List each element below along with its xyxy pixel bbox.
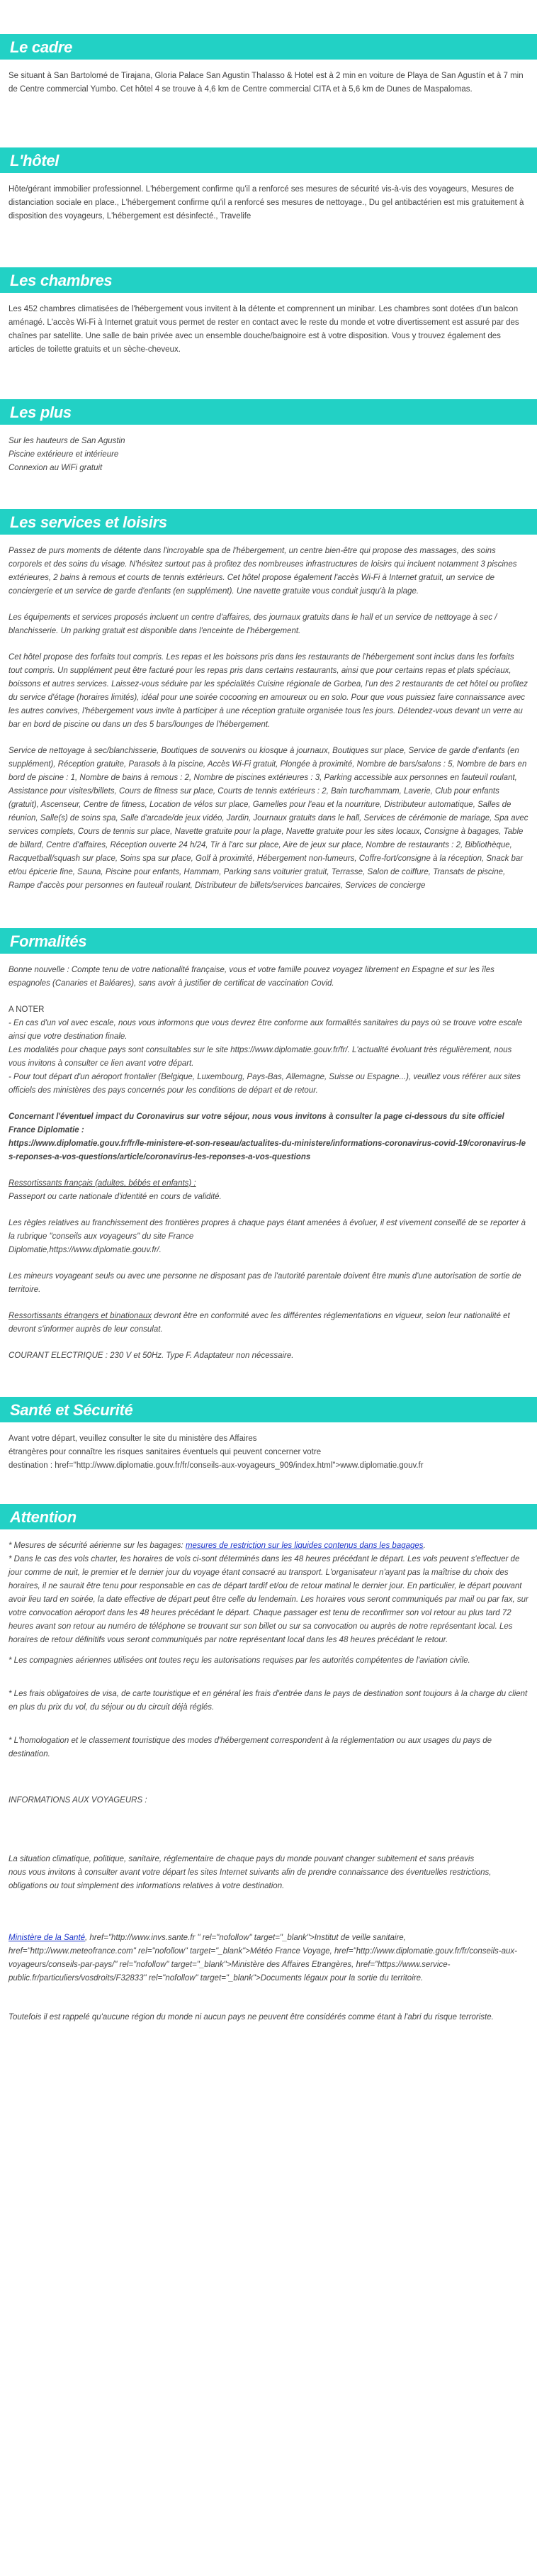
mesures-suffix: .	[423, 1541, 426, 1550]
note-line: Les modalités pour chaque pays sont consultables sur le site https://www.diplomatie.gouv.fr/fr/. L'actualité évoluant très régulièrement, nous vous invitons à consulter ce lien avant votre départ.	[9, 1046, 512, 1068]
note-label: A NOTER	[9, 1005, 45, 1014]
ministere-sante-link[interactable]: Ministère de la Santé	[9, 1934, 86, 1942]
mineurs-text: Les mineurs voyageant seuls ou avec une personne ne disposant pas de l'autorité parentale doivent être munis d'une autorisation de sortie de territoire.	[9, 1272, 521, 1294]
section-cadre	[0, 0, 537, 96]
section-title: Formalités	[10, 932, 87, 950]
section-banner	[0, 147, 537, 173]
terrorisme-notice: Toutefois il est rappelé qu'aucune région du monde ni aucun pays ne peuvent être considérés comme étant à l'abri du risque terroriste.	[9, 2013, 494, 2022]
section-title: Santé et Sécurité	[10, 1400, 133, 1419]
section-banner	[0, 928, 537, 954]
section-banner	[0, 267, 537, 293]
section-banner	[0, 1397, 537, 1422]
note-line: - Pour tout départ d'un aéroport frontalier (Belgique, Luxembourg, Pays-Bas, Allemagne, Suisse ou Espagne...), veuillez vous référer aux sites officiels des ministères des pays concernés pour les conditions de départ et de retour.	[9, 1073, 521, 1095]
info-voyageurs-title: INFORMATIONS AUX VOYAGEURS :	[9, 1796, 147, 1805]
section-hotel	[0, 147, 537, 223]
situation-line: nous vous invitons à consulter avant votre départ les sites Internet suivants afin de prendre connaissance des éventuelles restrictions, obligations ou tout simplement des informations relatives à votre destination.	[9, 1868, 492, 1890]
attention-paragraph: * Les frais obligatoires de visa, de carte touristique et en général les frais d'entrée dans le pays de destination sont toujours à la charge du client en plus du prix du vol, du séjour ou du circuit déjà réglés.	[9, 1690, 528, 1712]
plus-item: Sur les hauteurs de San Agustin	[9, 437, 125, 445]
regles-line: Les règles relatives au franchissement des frontières propres à chaque pays étant amenées à évoluer, il est vivement conseillé de se reporter à la rubrique "conseils aux voyageurs" du site France	[9, 1219, 526, 1241]
section-title: Le cadre	[10, 38, 73, 56]
ressortissants-etrangers-text: devront être en conformité avec les différentes réglementations en vigueur, selon leur nationalité et devront s'informer auprès de leur consulat.	[9, 1312, 510, 1334]
section-services	[0, 509, 537, 893]
sante-line: destination : href="http://www.diplomatie.gouv.fr/fr/conseils-aux-voyageurs_909/index.html">www.diplomatie.gouv.fr	[9, 1461, 424, 1470]
ressortissants-francais-label: Ressortissants français (adultes, bébés et enfants) :	[9, 1179, 196, 1188]
ressortissants-etrangers-label: Ressortissants étrangers et binationaux	[9, 1312, 152, 1320]
section-plus	[0, 399, 537, 475]
sante-line: étrangères pour connaître les risques sanitaires éventuels qui peuvent concerner votre	[9, 1448, 322, 1456]
section-formalites	[0, 928, 537, 1363]
section-attention	[0, 1504, 537, 2024]
section-sante	[0, 1397, 537, 1473]
covid-url[interactable]: https://www.diplomatie.gouv.fr/fr/le-ministere-et-son-reseau/actualites-du-ministere/informations-coronavirus-covid-19/coronavirus-les-reponses-a-vos-questions/article/coronavirus-les-reponses-a-vos-questions	[9, 1139, 526, 1161]
attention-paragraph: * Les compagnies aériennes utilisées ont toutes reçu les autorisations requises par les autorités compétentes de l'aviation civile.	[9, 1656, 470, 1665]
services-list: Service de nettoyage à sec/blanchisserie, Boutiques de souvenirs ou kiosque à journaux, Boutiques sur place, Service de garde d'enfants (en supplément), Réception gratuite, Parasols à la piscine, Accès Wi-Fi gratuit, Plongée à proximité, Nombre de bars/salons : 5, Nombre de bars en bord de piscine : 1, Nombre de bains à remous : 2, Nombre de piscines extérieures : 3, Parking accessible aux personnes en fauteuil roulant, Assistance pour visites/billets, Cours de fitness sur place, Courts de tennis extérieurs : 2, Bain turc/hammam, Laverie, Club pour enfants (gratuit), Ascenseur, Centre de fitness, Location de vélos sur place, Gamelles pour l'eau et la nourriture, Distributeur automatique, Salles de réunion, Salle(s) de soins spa, Salle d'arcade/de jeux vidéo, Jardin, Journaux gratuits dans le hall, Services de cérémonie de mariage, Spa avec services complets, Cours de tennis sur place, Navette gratuite pour la plage, Navette gratuite pour les sites locaux, Consigne à bagages, Table de billard, Centre d'affaires, Réception ouverte 24 h/24, Tir à l'arc sur place, Aire de jeux sur place, Nombre de restaurants : 2, Bibliothèque, Racquetball/squash sur place, Soins spa sur place, Golf à proximité, Hébergement non-fumeurs, Coffre-fort/consigne à la réception, Snack bar et/ou épicerie fine, Sauna, Piscine pour enfants, Hammam, Parking sans voiturier gratuit, Terrasse, Salon de coiffure, Transats de piscine, Rampe d'accès pour personnes en fauteuil roulant, Distributeur de billets/services bancaires, Services de concierge	[9, 747, 528, 890]
note-line: - En cas d'un vol avec escale, nous vous informons que vous devrez être conforme aux formalités sanitaires du pays où se trouve votre escale ainsi que votre destination finale.	[9, 1019, 523, 1041]
section-title: Les chambres	[10, 271, 113, 289]
mesures-prefix: * Mesures de sécurité aérienne sur les bagages:	[9, 1541, 186, 1550]
attention-paragraph: * Dans le cas des vols charter, les horaires de vols ci-sont déterminés dans les 48 heures précédant le départ. Les vols peuvent s'effectuer de jour comme de nuit, le premier et le dernier jour du voyage étant consacré au transport. L'organisateur n'ayant pas la maîtrise du choix des horaires, il ne saurait être tenu pour responsable en cas de départ tardif et/ou de retour matinal le dernier jour. En particulier, le départ pouvant avoir lieu tard en soirée, la date effective de départ peut être celle du lendemain. Les horaires vous seront communiqués par mail ou par fax, sur votre convocation aéroport dans les 48 heures précédant le départ. Chaque passager est tenu de reconfirmer son vol retour au plus tard 72 heures avant son retour au numéro de téléphone se trouvant sur son billet ou sur sa convocation ou auprès de notre représentant local. Les horaires de retour définitifs vous seront communiqués par notre représentant local dans les 48 heures précédant le retour.	[9, 1555, 528, 1644]
plus-item: Connexion au WiFi gratuit	[9, 464, 103, 472]
regles-line: Diplomatie,https://www.diplomatie.gouv.fr/.	[9, 1246, 162, 1254]
section-banner	[0, 399, 537, 425]
section-banner	[0, 34, 537, 60]
chambres-text: Les 452 chambres climatisées de l'hébergement vous invitent à la détente et comprennent un minibar. Les chambres sont dotées d'un balcon aménagé. L'accès Wi-Fi à Internet gratuit vous permet de rester en contact avec le reste du monde et votre divertissement est assuré par des chaînes par satellite. Une salle de bain privée avec un ensemble douche/baignoire est à votre disposition. Vous y trouvez également des articles de toilette gratuits et un sèche-cheveux.	[9, 305, 519, 354]
plus-item: Piscine extérieure et intérieure	[9, 450, 119, 459]
services-paragraph: Les équipements et services proposés incluent un centre d'affaires, des journaux gratuits dans le hall et un service de nettoyage à sec / blanchisserie. Un parking gratuit est disponible dans l'enceinte de l'hébergement.	[9, 613, 497, 635]
cadre-text: Se situant à San Bartolomé de Tirajana, Gloria Palace San Agustin Thalasso & Hotel est à 2 min en voiture de Playa de San Agustín et à 7 min de Centre commercial Yumbo. Cet hôtel 4 se trouve à 4,6 km de Centre commercial CITA et à 5,6 km de Dunes de Maspalomas.	[9, 72, 524, 94]
sante-line: Avant votre départ, veuillez consulter le site du ministère des Affaires	[9, 1434, 257, 1443]
section-title: Les services et loisirs	[10, 513, 167, 531]
section-banner	[0, 1504, 537, 1529]
services-paragraph: Cet hôtel propose des forfaits tout compris. Les repas et les boissons pris dans les restaurants de l'hébergement sont inclus dans les forfaits tout compris. Un supplément peut être facturé pour les repas pris dans certains restaurants, ainsi que pour certains repas et plats spéciaux, boissons et autres services. Laissez-vous séduire par les spécialités Cuisine régionale de Gorbea, l'un des 2 restaurants de cet hôtel ou profitez du service d'étage (horaires limités), idéal pour une soirée cocooning en amoureux ou en solo. Pour que vous puissiez faire connaissance avec les autres convives, l'hébergement vous invite à participer à une réception gratuite organisée tous les jours. Détendez-vous devant un verre au bar en bord de piscine ou dans un des 5 bars/lounges de l'hébergement.	[9, 653, 528, 729]
liquides-restriction-link[interactable]: mesures de restriction sur les liquides contenus dans les bagages	[185, 1541, 424, 1550]
formalites-intro: Bonne nouvelle : Compte tenu de votre nationalité française, vous et votre famille pouvez voyagez librement en Espagne et sur les îles espagnoles (Canaries et Baléares), sans avoir à justifier de certificat de vaccination Covid.	[9, 966, 494, 988]
section-chambres	[0, 267, 537, 357]
attention-paragraph: * L'homologation et le classement touristique des modes d'hébergement correspondent à la réglementation ou aux usages du pays de destination.	[9, 1736, 492, 1758]
section-title: Attention	[10, 1507, 77, 1526]
section-banner	[0, 509, 537, 535]
services-paragraph: Passez de purs moments de détente dans l'incroyable spa de l'hébergement, un centre bien-être qui propose des massages, des soins corporels et des soins du visage. N'hésitez surtout pas à profitez des nombreuses infrastructures de loisirs qui incluent notamment 3 piscines extérieures, 2 bains à remous et courts de tennis extérieurs. Cet hôtel propose également l'accès Wi-Fi à Internet gratuit, un service de conciergerie et un service de garde d'enfants (en supplément). Une navette gratuite vous conduit jusqu'à la plage.	[9, 547, 517, 596]
section-title: L'hôtel	[10, 151, 60, 169]
ressortissants-francais-text: Passeport ou carte nationale d'identité en cours de validité.	[9, 1193, 222, 1201]
section-title: Les plus	[10, 403, 72, 421]
links-text: , href="http://www.invs.sante.fr " rel="nofollow" target="_blank">Institut de veille sanitaire, href="http://www.meteofrance.com" rel="nofollow" target="_blank">Météo France Voyage, href="http://www.diplomatie.gouv.fr/fr/conseils-aux-voyageurs/conseils-par-pays/" rel="nofollow" target="_blank">Ministère des Affaires Etrangères, href="https://www.service-public.fr/particuliers/vosdroits/F32833" rel="nofollow" target="_blank">Documents légaux pour la sortie du territoire.	[9, 1934, 517, 1983]
courant-electrique: COURANT ELECTRIQUE : 230 V et 50Hz. Type F. Adaptateur non nécessaire.	[9, 1351, 294, 1360]
situation-line: La situation climatique, politique, sanitaire, réglementaire de chaque pays du monde pouvant changer subitement et sans préavis	[9, 1855, 475, 1863]
hotel-text: Hôte/gérant immobilier professionnel. L'hébergement confirme qu'il a renforcé ses mesures de sécurité vis-à-vis des voyageurs, Mesures de distanciation sociale en place., L'hébergement confirme qu'il a renforcé ses mesures de nettoyage., Du gel antibactérien est mis gratuitement à disposition des voyageurs, L'hébergement est désinfecté., Travelife	[9, 185, 524, 221]
covid-notice: Concernant l'éventuel impact du Coronavirus sur votre séjour, nous vous invitons à consulter la page ci-dessous du site officiel France Diplomatie :	[9, 1113, 504, 1134]
